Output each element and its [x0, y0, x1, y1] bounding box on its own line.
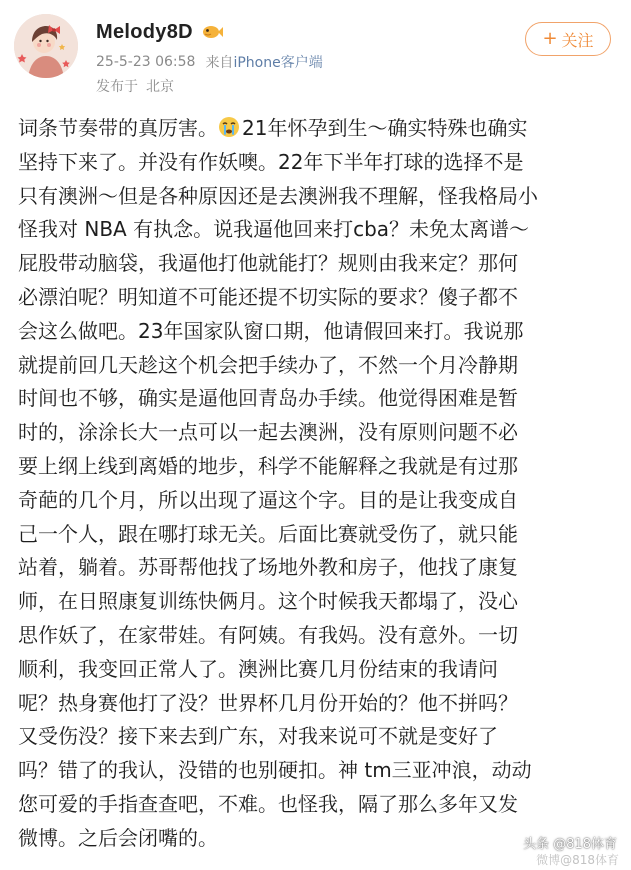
post-line: 吗？错了的我认，没错的也别硬扣。神 tm三亚冲浪，动动: [18, 758, 532, 783]
post-line: 师，在日照康复训练快俩月。这个时候我天都塌了，没心: [18, 589, 518, 614]
avatar[interactable]: [14, 14, 78, 78]
user-name-row: [96, 18, 223, 46]
toutiao-watermark: 头条 @818体育: [523, 837, 617, 852]
post-line: 时间也不够，确实是逼他回青岛办手续。他觉得困难是暂: [18, 386, 518, 411]
fish-badge-icon: [201, 24, 223, 40]
post-location: [96, 76, 174, 96]
post-line: 只有澳洲～但是各种原因还是去澳洲我不理解，怪我格局小: [18, 183, 538, 208]
post-line: 呢？热身赛他打了没？世界杯几月份开始的？他不拼吗？: [18, 690, 518, 715]
post-timestamp: 25-5-23 06:58: [96, 54, 196, 70]
post-line: 顺利，我变回正常人了。澳洲比赛几月份结束的我请问: [18, 656, 498, 681]
weibo-watermark: 微博@818体育: [536, 853, 619, 867]
location-label: 发布于: [96, 79, 138, 95]
plus-icon: +: [542, 28, 558, 49]
post-line: 怪我对 NBA 有执念。说我逼他回来打cba？未免太离谱～: [18, 217, 530, 242]
post-line: 坚持下来了。并没有作妖噢。22年下半年打球的选择不是: [18, 149, 524, 174]
username[interactable]: Melody8D: [96, 20, 193, 43]
post-line: 思作妖了，在家带娃。有阿姨。有我妈。没有意外。一切: [18, 622, 518, 647]
location-value: 北京: [146, 79, 174, 95]
post-line: 词条节奏带的真厉害。 21年怀孕到生～确实特殊也确实: [18, 116, 528, 140]
post-text: [18, 112, 618, 856]
follow-label: 关注: [561, 30, 594, 50]
post-line: 时的，涂涂长大一点可以一起去澳洲，没有原则问题不必: [18, 420, 518, 445]
post-line: 己一个人，跟在哪打球无关。后面比赛就受伤了，就只能: [18, 521, 518, 546]
post-meta: [96, 52, 323, 72]
post-line: 会这么做吧。23年国家队窗口期，他请假回来打。我说那: [18, 318, 524, 343]
post-line: 又受伤没？接下来去到广东，对我来说可不就是变好了: [18, 724, 498, 749]
post-line: 屁股带动脑袋，我逼他打他就能打？规则由我来定？那何: [18, 251, 518, 276]
source-prefix: 来自: [205, 55, 234, 71]
crying-emoji-icon: [218, 115, 240, 137]
post-line: 您可爱的手指查查吧，不难。也怪我，隔了那么多年又发: [18, 791, 518, 816]
source-client-link[interactable]: iPhone客户端: [233, 55, 323, 71]
avatar-illustration-icon: [14, 14, 78, 78]
post-line: 要上纲上线到离婚的地步，科学不能解释之我就是有过那: [18, 453, 518, 478]
post-line: 奇葩的几个月，所以出现了逼这个字。目的是让我变成自: [18, 487, 518, 512]
post-line: 必漂泊呢？明知道不可能还提不切实际的要求？傻子都不: [18, 284, 518, 309]
post-line: 就提前回几天趁这个机会把手续办了，不然一个月冷静期: [18, 352, 518, 377]
post-line: 站着，躺着。苏哥帮他找了场地外教和房子，他找了康复: [18, 555, 518, 580]
post-source: [205, 52, 322, 72]
follow-button[interactable]: [525, 22, 611, 56]
post-line: 微博。之后会闭嘴的。: [18, 825, 218, 850]
